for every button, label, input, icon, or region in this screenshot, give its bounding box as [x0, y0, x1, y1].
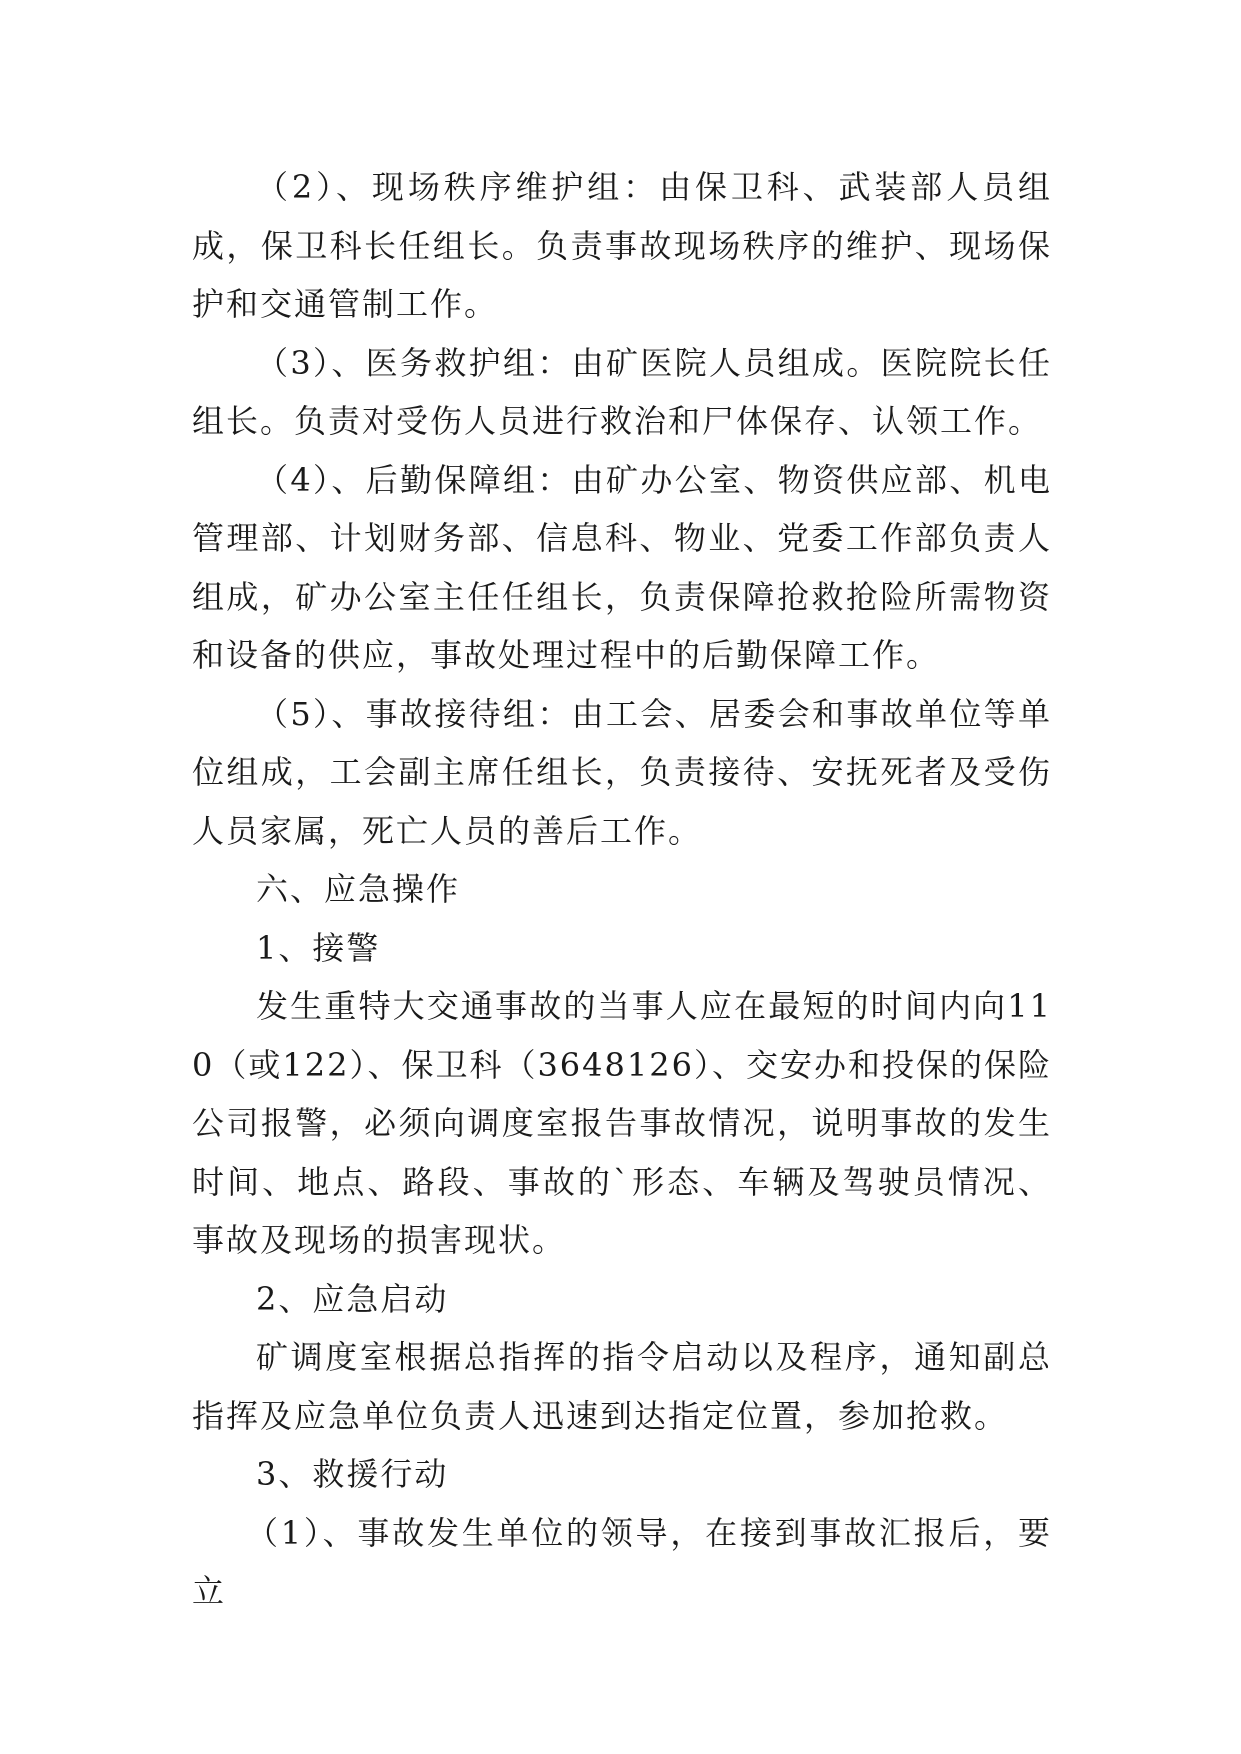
paragraph-medical-rescue-group: （3）、医务救护组：由矿医院人员组成。医院院长任组长。负责对受伤人员进行救治和尸体保存、认领工作。: [192, 343, 1052, 440]
paragraph-alarm-procedure: 发生重特大交通事故的当事人应在最短的时间内向110（或122）、保卫科（3648126）、交安办和投保的保险公司报警，必须向调度室报告事故情况，说明事故的发生时间、地点、路段、事故的`形态、车辆及驾驶员情况、事故及现场的损害现状。: [192, 987, 1052, 1259]
paragraph-order-maintenance-group: （2）、现场秩序维护组：由保卫科、武装部人员组成，保卫科长任组长。负责事故现场秩序的维护、现场保护和交通管制工作。: [192, 168, 1052, 323]
subheading-emergency-start: 2、应急启动: [256, 1279, 449, 1318]
paragraph-rescue-action-1: （1）、事故发生单位的领导，在接到事故汇报后，要立: [192, 1513, 1052, 1610]
paragraph-logistics-group: （4）、后勤保障组：由矿办公室、物资供应部、机电管理部、计划财务部、信息科、物业、党委工作部负责人组成，矿办公室主任任组长，负责保障抢救抢险所需物资和设备的供应，事故处理过程中的后勤保障工作。: [192, 460, 1052, 674]
document-body: [192, 158, 1052, 1621]
paragraph-reception-group: （5）、事故接待组：由工会、居委会和事故单位等单位组成，工会副主席任组长，负责接待、安抚死者及受伤人员家属，死亡人员的善后工作。: [192, 694, 1052, 850]
section-heading-emergency-operation: 六、应急操作: [256, 870, 461, 908]
subheading-receive-alarm: 1、接警: [256, 928, 381, 967]
paragraph-emergency-start: 矿调度室根据总指挥的指令启动以及程序，通知副总指挥及应急单位负责人迅速到达指定位置，参加抢救。: [192, 1338, 1052, 1435]
subheading-rescue-action: 3、救援行动: [256, 1455, 449, 1493]
